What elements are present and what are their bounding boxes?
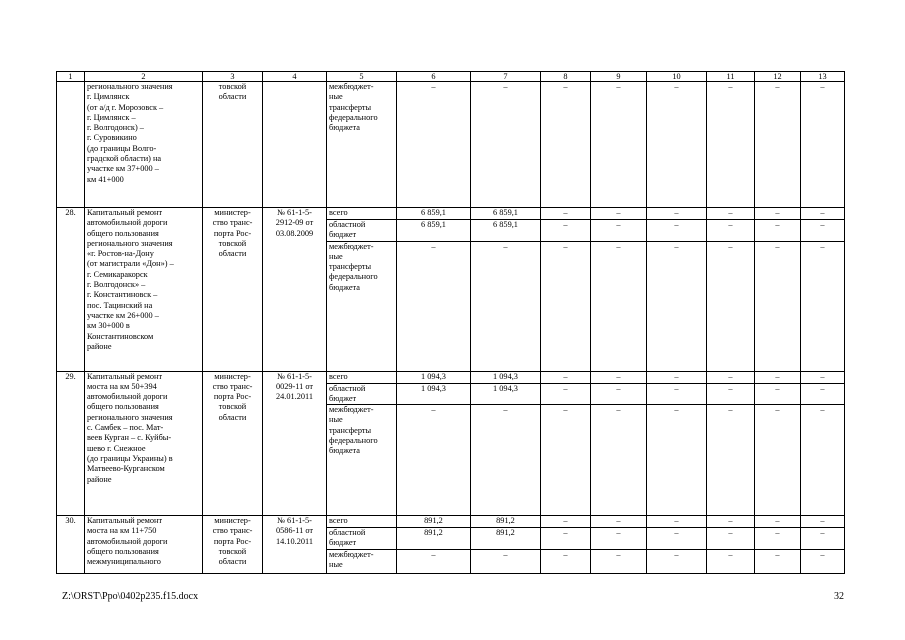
- value-cell: –: [801, 528, 845, 550]
- table-row: [57, 82, 845, 208]
- value-cell: –: [755, 241, 801, 371]
- value-cell: –: [591, 383, 647, 405]
- agency-cell: министер- ство транс- порта Рос- товской области: [203, 516, 263, 574]
- row-num-cell: 29.: [57, 371, 85, 516]
- value-cell: –: [397, 549, 471, 573]
- table-row: [57, 208, 845, 220]
- value-cell: –: [755, 82, 801, 208]
- value-cell: –: [647, 220, 707, 242]
- value-cell: –: [471, 549, 541, 573]
- value-cell: –: [591, 82, 647, 208]
- value-cell: –: [801, 82, 845, 208]
- file-path: Z:\ORST\Ppo\0402p235.f15.docx: [62, 591, 199, 602]
- value-cell: –: [397, 405, 471, 516]
- source-cell: всего: [327, 371, 397, 383]
- agency-cell: министер- ство транс- порта Рос- товской области: [203, 371, 263, 516]
- source-cell: областной бюджет: [327, 383, 397, 405]
- agency-cell: товской области: [203, 82, 263, 208]
- value-cell: –: [707, 383, 755, 405]
- value-cell: –: [647, 82, 707, 208]
- value-cell: –: [647, 241, 707, 371]
- value-cell: –: [541, 405, 591, 516]
- object-name-cell: регионального значения г. Цимлянск (от а/д г. Морозовск – г. Цимлянск – г. Волгодонск) – г. Суровикино (до границы Волго- градской области) на участке км 37+000 – км 41+000: [85, 82, 203, 208]
- value-cell: 1 094,3: [397, 371, 471, 383]
- agency-cell: министер- ство транс- порта Рос- товской области: [203, 208, 263, 372]
- value-cell: –: [801, 371, 845, 383]
- value-cell: –: [647, 549, 707, 573]
- value-cell: –: [801, 220, 845, 242]
- value-cell: 6 859,1: [397, 220, 471, 242]
- value-cell: –: [801, 208, 845, 220]
- column-header: 9: [591, 72, 647, 82]
- value-cell: –: [707, 549, 755, 573]
- object-name-cell: Капитальный ремонт моста на км 50+394 автомобильной дороги общего пользования регионального значения с. Самбек – пос. Мат- веев Курган – с. Куйбы- шево г. Снежное (до границы Украины) в Матвеево-Курганском районе: [85, 371, 203, 516]
- value-cell: –: [591, 528, 647, 550]
- column-header: 1: [57, 72, 85, 82]
- value-cell: –: [397, 241, 471, 371]
- value-cell: –: [591, 371, 647, 383]
- value-cell: 6 859,1: [471, 208, 541, 220]
- value-cell: –: [591, 208, 647, 220]
- value-cell: –: [647, 383, 707, 405]
- value-cell: –: [707, 82, 755, 208]
- value-cell: 891,2: [471, 516, 541, 528]
- value-cell: 891,2: [397, 516, 471, 528]
- value-cell: –: [647, 516, 707, 528]
- row-num-cell: [57, 82, 85, 208]
- column-header: 12: [755, 72, 801, 82]
- value-cell: –: [801, 516, 845, 528]
- row-num-cell: 30.: [57, 516, 85, 574]
- value-cell: –: [647, 528, 707, 550]
- object-name-cell: Капитальный ремонт автомобильной дороги общего пользования регионального значения «г. Ростов-на-Дону (от магистрали «Дон») – г. Семикаракорск г. Волгодонск» – г. Константиновск – пос. Тацинский на участке км 26+000 – км 30+000 в Константиновском районе: [85, 208, 203, 372]
- doc-cell: [263, 82, 327, 208]
- column-header: 3: [203, 72, 263, 82]
- column-header: 11: [707, 72, 755, 82]
- value-cell: –: [541, 220, 591, 242]
- value-cell: –: [647, 208, 707, 220]
- value-cell: 1 094,3: [471, 383, 541, 405]
- row-num-cell: 28.: [57, 208, 85, 372]
- value-cell: –: [801, 383, 845, 405]
- doc-cell: № 61-1-5- 0029-11 от 24.01.2011: [263, 371, 327, 516]
- value-cell: –: [755, 528, 801, 550]
- doc-cell: № 61-1-5- 2912-09 от 03.08.2009: [263, 208, 327, 372]
- value-cell: –: [647, 405, 707, 516]
- source-cell: межбюджет- ные трансферты федерального бюджета: [327, 241, 397, 371]
- value-cell: 1 094,3: [397, 383, 471, 405]
- value-cell: –: [591, 549, 647, 573]
- value-cell: –: [541, 549, 591, 573]
- source-cell: областной бюджет: [327, 220, 397, 242]
- source-cell: межбюджет- ные трансферты федерального бюджета: [327, 405, 397, 516]
- value-cell: –: [755, 549, 801, 573]
- value-cell: –: [755, 371, 801, 383]
- source-cell: областной бюджет: [327, 528, 397, 550]
- value-cell: –: [707, 220, 755, 242]
- value-cell: –: [471, 241, 541, 371]
- value-cell: –: [707, 405, 755, 516]
- value-cell: 6 859,1: [397, 208, 471, 220]
- value-cell: –: [801, 241, 845, 371]
- value-cell: –: [755, 220, 801, 242]
- object-name-cell: Капитальный ремонт моста на км 11+750 автомобильной дороги общего пользования межмуниципального: [85, 516, 203, 574]
- value-cell: –: [591, 516, 647, 528]
- value-cell: –: [541, 82, 591, 208]
- column-header: 6: [397, 72, 471, 82]
- value-cell: –: [591, 241, 647, 371]
- value-cell: –: [591, 405, 647, 516]
- table-row: [57, 371, 845, 383]
- value-cell: –: [755, 208, 801, 220]
- column-header: 4: [263, 72, 327, 82]
- page-number: 32: [834, 591, 844, 602]
- value-cell: –: [541, 383, 591, 405]
- column-header: 13: [801, 72, 845, 82]
- value-cell: –: [541, 208, 591, 220]
- value-cell: –: [541, 241, 591, 371]
- value-cell: –: [801, 549, 845, 573]
- column-header: 8: [541, 72, 591, 82]
- source-cell: всего: [327, 208, 397, 220]
- source-cell: межбюджет- ные: [327, 549, 397, 573]
- column-header: 2: [85, 72, 203, 82]
- source-cell: межбюджет- ные трансферты федерального бюджета: [327, 82, 397, 208]
- value-cell: –: [541, 371, 591, 383]
- value-cell: 891,2: [397, 528, 471, 550]
- header-row: [57, 72, 845, 82]
- value-cell: –: [471, 405, 541, 516]
- value-cell: 1 094,3: [471, 371, 541, 383]
- value-cell: –: [397, 82, 471, 208]
- column-header: 7: [471, 72, 541, 82]
- column-header: 5: [327, 72, 397, 82]
- value-cell: –: [707, 208, 755, 220]
- table-row: [57, 516, 845, 528]
- value-cell: –: [707, 371, 755, 383]
- value-cell: 6 859,1: [471, 220, 541, 242]
- value-cell: –: [755, 405, 801, 516]
- column-header: 10: [647, 72, 707, 82]
- value-cell: –: [755, 383, 801, 405]
- value-cell: –: [541, 528, 591, 550]
- value-cell: –: [707, 528, 755, 550]
- value-cell: –: [647, 371, 707, 383]
- budget-table: [56, 71, 845, 574]
- value-cell: –: [471, 82, 541, 208]
- doc-cell: № 61-1-5- 0586-11 от 14.10.2011: [263, 516, 327, 574]
- value-cell: –: [707, 516, 755, 528]
- value-cell: –: [541, 516, 591, 528]
- source-cell: всего: [327, 516, 397, 528]
- value-cell: –: [591, 220, 647, 242]
- value-cell: –: [707, 241, 755, 371]
- value-cell: 891,2: [471, 528, 541, 550]
- value-cell: –: [755, 516, 801, 528]
- value-cell: –: [801, 405, 845, 516]
